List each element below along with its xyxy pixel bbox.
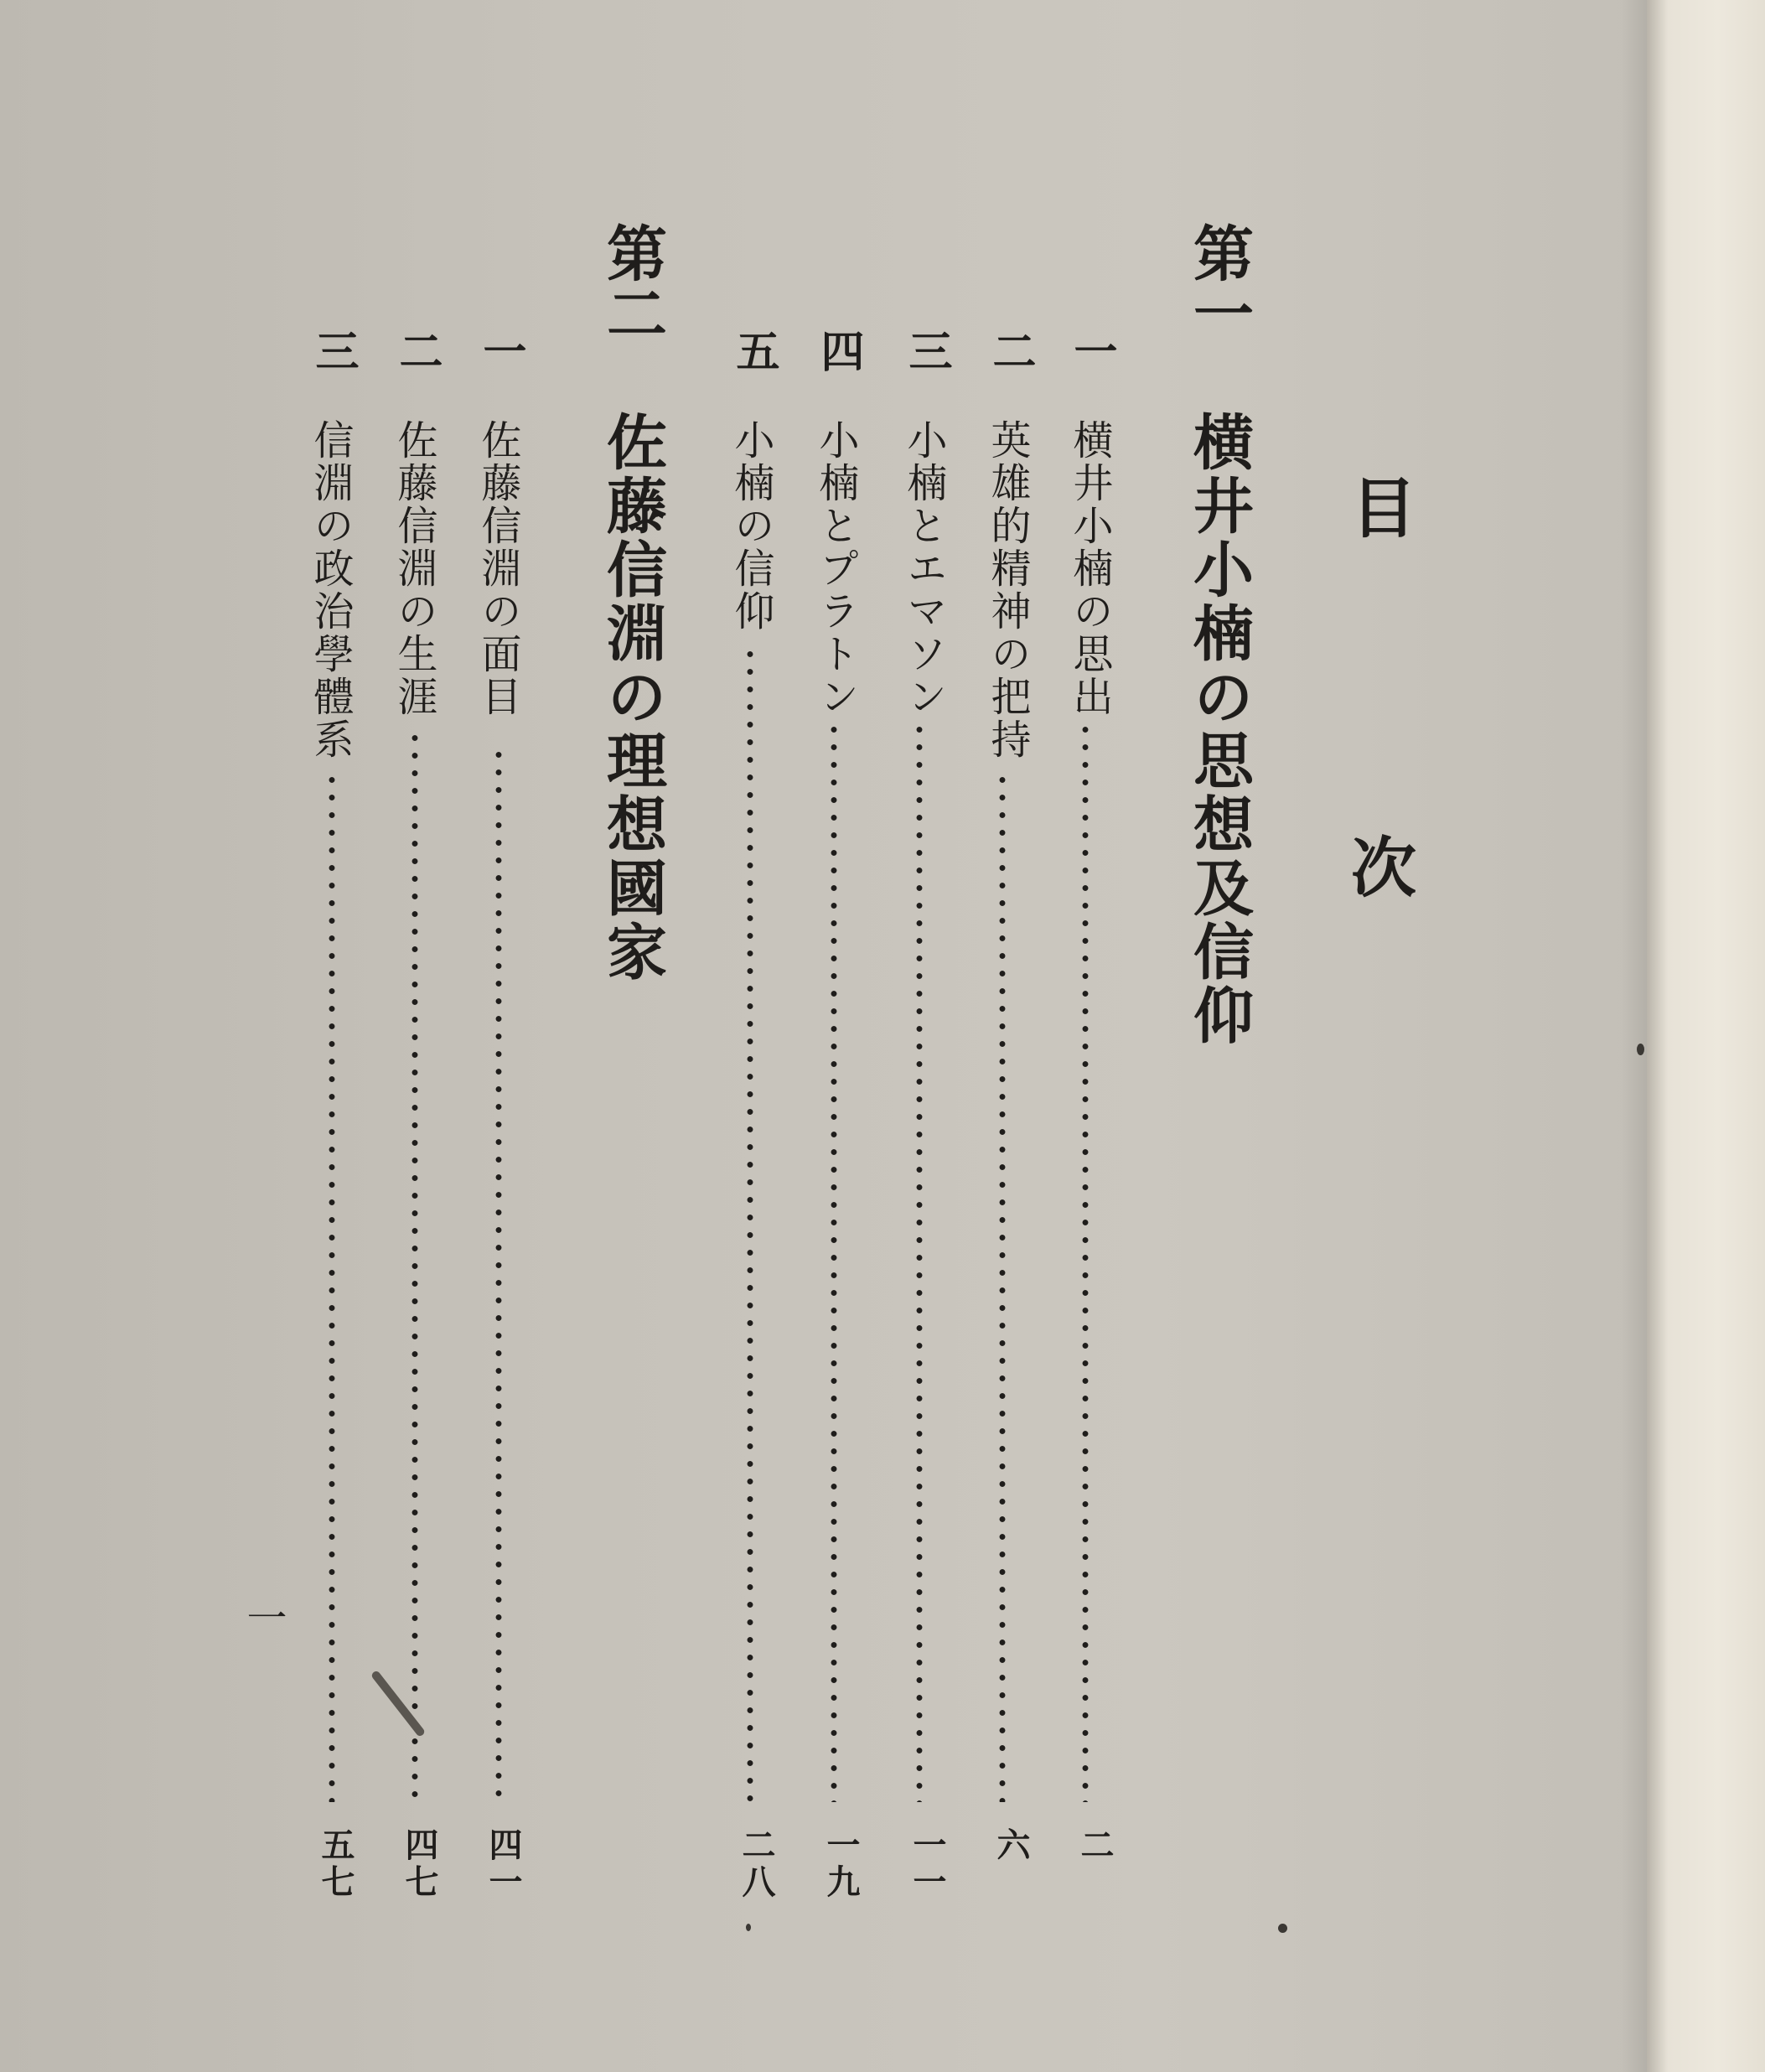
entry-1-1-number: 一: [1066, 329, 1117, 372]
entry-1-2-title: 英雄的精神の把持: [984, 419, 1031, 761]
entry-1-5-page: 二八: [737, 1827, 776, 1901]
entry-2-2-title: 佐藤信淵の生涯: [391, 419, 437, 718]
paper-speck: [1278, 1924, 1287, 1933]
paper-speck: [746, 1924, 751, 1931]
adjacent-page-edge: [1647, 0, 1765, 2072]
entry-1-2-number: 二: [985, 329, 1036, 372]
entry-1-2-leader: [998, 771, 1007, 1802]
entry-2-3-title: 信淵の政治學體系: [307, 419, 354, 761]
entry-1-4-title: 小楠とプラトン: [812, 419, 859, 718]
entry-2-1-number: 一: [475, 329, 526, 372]
entry-1-3-title: 小楠とエマソン: [900, 419, 947, 718]
entry-1-5-title: 小楠の信仰: [727, 419, 774, 633]
entry-2-2-page: 四七: [400, 1827, 439, 1901]
entry-1-4-leader: [830, 721, 838, 1802]
entry-1-3-number: 三: [901, 329, 952, 372]
chapter-1-title: 横井小楠の思想及信仰: [1183, 411, 1255, 1048]
entry-2-3-number: 三: [308, 329, 359, 372]
entry-2-3-page: 五七: [316, 1827, 355, 1901]
entry-1-5-number: 五: [728, 329, 779, 372]
entry-2-3-leader: [328, 771, 336, 1802]
entry-2-1-title: 佐藤信淵の面目: [474, 419, 521, 718]
page-folio: 一: [240, 1597, 287, 1637]
entry-1-1-title: 横井小楠の思出: [1066, 419, 1113, 718]
entry-1-1-page: 二: [1075, 1827, 1115, 1864]
entry-1-4-number: 四: [813, 329, 864, 372]
gutter-shadow: [1622, 0, 1647, 2072]
chapter-1-label: 第一: [1183, 222, 1255, 343]
entry-2-1-page: 四一: [484, 1827, 523, 1901]
chapter-2-label: 第二: [597, 222, 668, 343]
paper-speck: [1637, 1044, 1644, 1055]
entry-1-5-leader: [746, 645, 754, 1802]
entry-1-3-page: 一一: [908, 1827, 947, 1901]
entry-2-1-leader: [494, 746, 503, 1802]
entry-2-2-leader: [411, 729, 419, 1802]
entry-1-2-page: 六: [991, 1827, 1031, 1864]
toc-title: 目 次: [1340, 474, 1416, 1008]
chapter-2-title: 佐藤信淵の理想國家: [597, 411, 668, 984]
entry-2-2-number: 二: [391, 329, 443, 372]
entry-1-3-leader: [915, 721, 924, 1802]
entry-1-1-leader: [1081, 721, 1090, 1802]
entry-1-4-page: 一九: [821, 1827, 861, 1901]
